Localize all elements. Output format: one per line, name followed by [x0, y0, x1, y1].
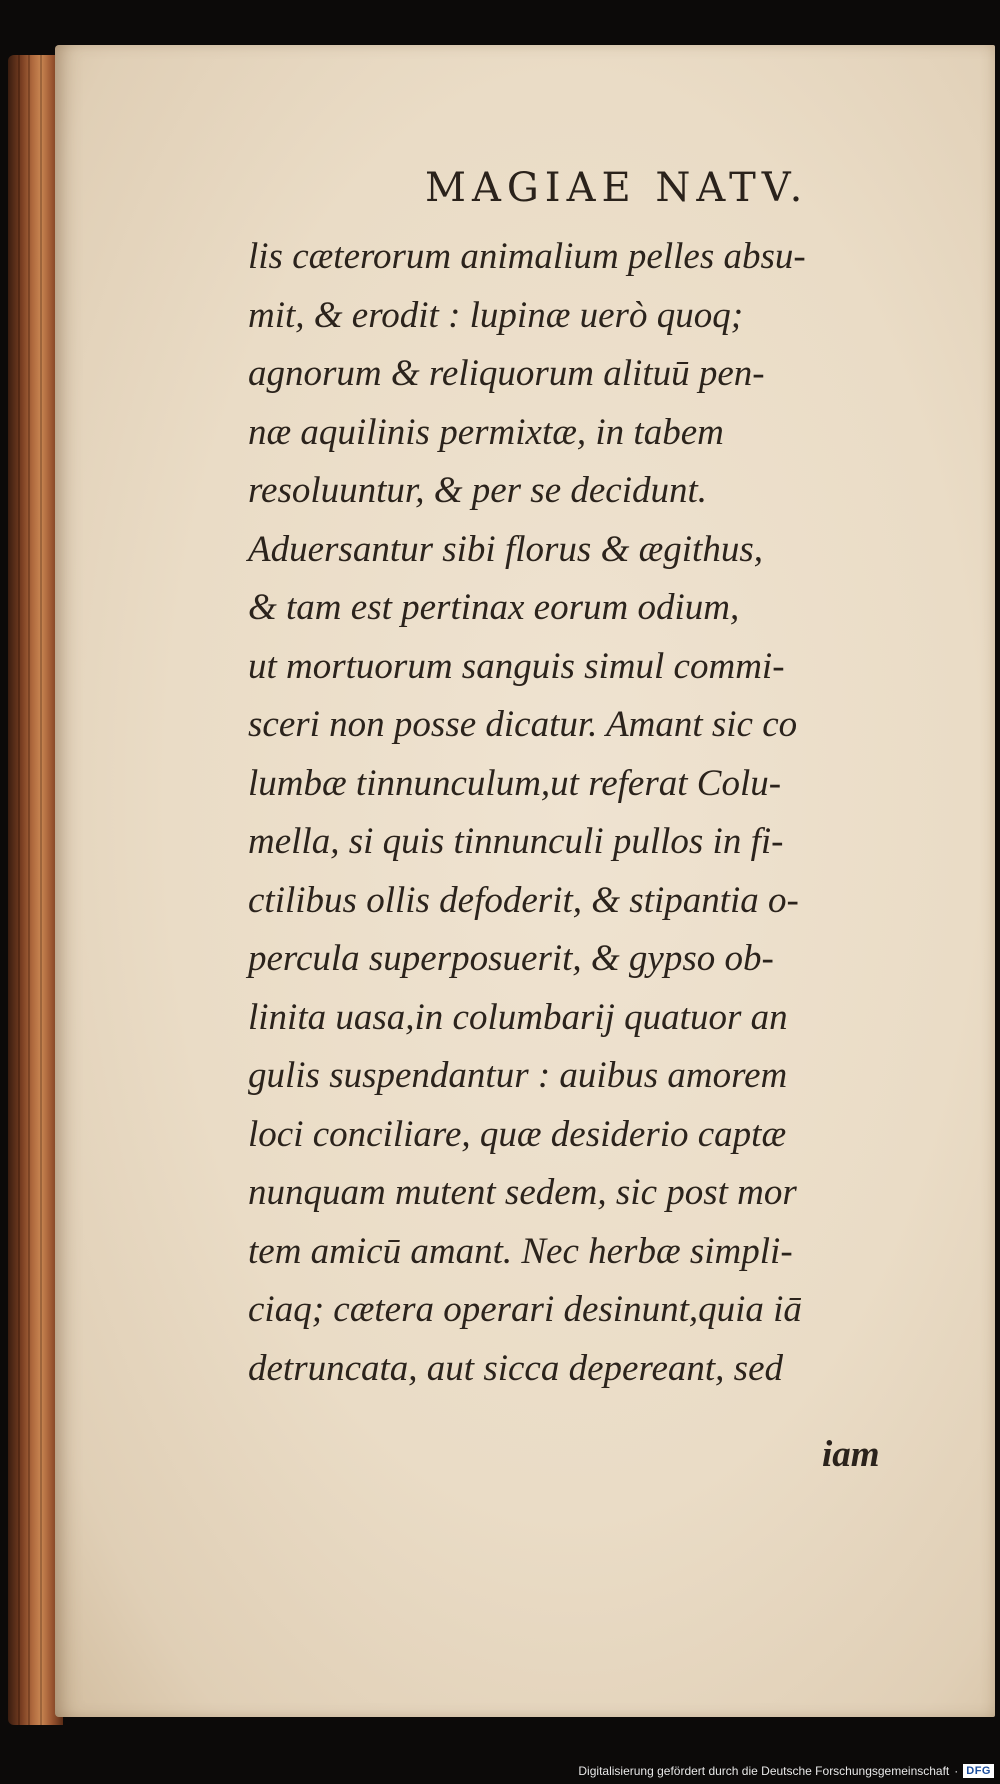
text-line: resoluuntur, & per se decidunt. [248, 470, 708, 511]
text-line: ciaq; cætera operari desinunt,quia iā [248, 1289, 802, 1330]
text-line: tem amicū amant. Nec herbæ simpli- [248, 1230, 793, 1272]
text-line: Aduersantur sibi florus & ægithus, [248, 528, 763, 570]
text-line: ut mortuorum sanguis simul commi- [248, 645, 785, 687]
text-line: lumbæ tinnunculum,ut referat Colu- [248, 762, 782, 804]
text-line: gulis suspendantur : auibus amorem [248, 1055, 788, 1096]
text-line: linita uasa,in columbarij quatuor an [248, 996, 788, 1038]
text-line: sceri non posse dicatur. Amant sic co [248, 704, 798, 745]
credit-separator: · [954, 1764, 959, 1778]
text-line: næ aquilinis permixtæ, in tabem [248, 411, 724, 453]
dfg-logo-icon: DFG [963, 1764, 994, 1778]
credit-text: Digitalisierung gefördert durch die Deutsche Forschungsgemeinschaft [578, 1764, 950, 1778]
text-line: mit, & erodit : lupinæ uerò quoq; [248, 294, 744, 336]
text-line: percula superposuerit, & gypso ob- [248, 938, 774, 979]
text-line: mella, si quis tinnunculi pullos in fi- [248, 821, 784, 862]
text-block [248, 228, 948, 1398]
text-line: detruncata, aut sicca depereant, sed [248, 1347, 784, 1389]
running-head: MAGIAE NATV. [425, 165, 809, 211]
text-line: nunquam mutent sedem, sic post mor [248, 1172, 797, 1213]
text-line: loci conciliare, quæ desiderio captæ [248, 1113, 787, 1155]
digitization-credit [578, 1764, 994, 1778]
text-line: agnorum & reliquorum alituū pen- [248, 353, 765, 394]
text-line: ctilibus ollis defoderit, & stipantia o- [248, 879, 799, 921]
text-line: & tam est pertinax eorum odium, [248, 587, 740, 628]
catchword: iam [822, 1434, 880, 1475]
text-line: lis cæterorum animalium pelles absu- [248, 236, 806, 277]
